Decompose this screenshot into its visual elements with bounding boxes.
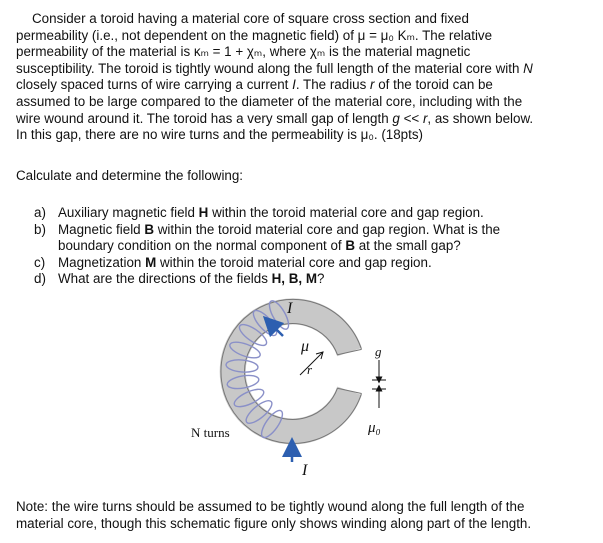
list-item: d) What are the directions of the fields H, B, M?	[34, 271, 325, 287]
intro-line-3: permeability of the material is κₘ = 1 + χₘ, where χₘ is the material magnetic	[16, 44, 471, 60]
n-turns-label: N turns	[191, 425, 230, 440]
list-item: a) Auxiliary magnetic field H within the toroid material core and gap region.	[34, 205, 484, 220]
list-item: c) Magnetization M within the toroid material core and gap region.	[34, 254, 432, 270]
radius-label: r	[307, 362, 313, 377]
intro-line-2: permeability (i.e., not dependent on the magnetic field) of μ = μ₀ Kₘ. The relative	[16, 27, 493, 43]
item-label: c)	[34, 254, 46, 270]
note-line-2: material core, though this schematic figure only shows winding along part of the length.	[16, 515, 532, 531]
task-heading: Calculate and determine the following:	[16, 168, 244, 183]
note	[16, 499, 594, 532]
intro-line-6: assumed to be large compared to the diameter of the material core, including with the	[16, 93, 523, 109]
intro-line-1: Consider a toroid having a material core of square cross section and fixed	[32, 11, 469, 26]
list-item: boundary condition on the normal component of B at the small gap?	[34, 238, 574, 255]
list-item: b) Magnetic field B within the toroid material core and gap region. What is the	[34, 221, 501, 237]
intro-line-4: susceptibility. The toroid is tightly wound along the full length of the material core with N	[16, 60, 533, 76]
intro-line-8: In this gap, there are no wire turns and the permeability is μ₀. (18pts)	[16, 127, 424, 143]
intro-line-7: wire wound around it. The toroid has a very small gap of length g << r, as shown below.	[16, 110, 534, 126]
item-label: d)	[34, 271, 46, 287]
note-line-1: Note: the wire turns should be assumed to be tightly wound along the full length of the	[16, 499, 525, 514]
current-label-bottom: I	[302, 462, 308, 479]
intro-line-5: closely spaced turns of wire carrying a current I. The radius r of the toroid can be	[16, 77, 493, 93]
mu0-label: μ₀	[368, 420, 381, 436]
item-label: b)	[34, 221, 46, 237]
item-label: a)	[34, 205, 46, 220]
current-label-top: I	[287, 300, 293, 317]
gap-label: g	[375, 344, 382, 359]
mu-label: μ	[301, 338, 310, 355]
